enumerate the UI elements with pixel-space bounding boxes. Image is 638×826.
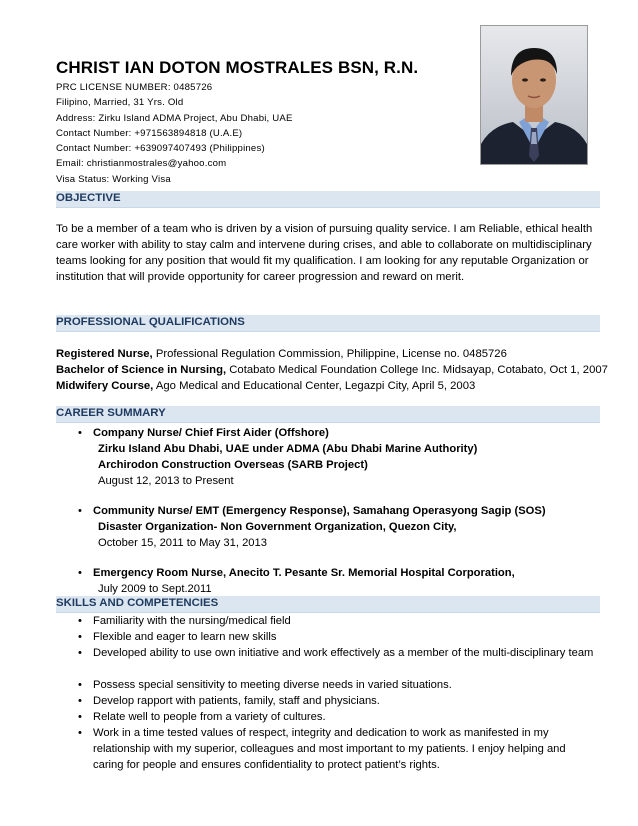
license-number: PRC LICENSE NUMBER: 0485726 — [56, 82, 213, 93]
skills-header — [56, 596, 600, 613]
email: Email: christianmostrales@yahoo.com — [56, 158, 227, 170]
personal-info: Filipino, Married, 31 Yrs. Old — [56, 97, 184, 109]
contact-block — [56, 80, 293, 187]
qualifications-title: PROFESSIONAL QUALIFICATIONS — [56, 316, 245, 328]
bullet-icon: • — [78, 631, 82, 643]
bullet-icon: • — [78, 695, 82, 707]
bullet-icon: • — [78, 727, 82, 739]
career-summary-title: CAREER SUMMARY — [56, 407, 166, 419]
job-title: Community Nurse/ EMT (Emergency Response), Samahang Operasyong Sagip (SOS) — [93, 505, 546, 517]
job-employer: Disaster Organization- Non Government Organization, Quezon City, — [98, 521, 457, 533]
job-dates: July 2009 to Sept.2011 — [98, 583, 212, 595]
bullet-icon: • — [78, 679, 82, 691]
objective-text: To be a member of a team who is driven by a vision of pursuing quality service. I am Reliable, ethical health care worker with ability to stay calm and intervene during crises, and able to collaborate on multidisciplinary teams looking for any position that would fit my qualification. I am looking for any reputable Organization or institution that will provide opportunity for career progression and reward on merit. — [56, 223, 593, 284]
bullet-icon: • — [78, 505, 82, 517]
resume-page: CHRIST IAN DOTON MOSTRALES BSN, R.N. PRC LICENSE NUMBER: 0485726 Filipino, Married, 31 Yrs. Old Address: Zirku Island ADMA Project, Abu Dhabi, UAE Contact Number: +971563894818 (U.A.E) Contact Number: +639097407493 (Philippines) Email: christianmostrales@yahoo.com Visa Status: Working Visa OBJECTIVE To be a member of a team who is driven by a vision of pursuing quality service. I am Reliable, ethical health care worker with ability to stay calm and intervene during crises, and able to collaborate on multidisciplinary teams looking for any position that would fit my qualification. I am looking for any reputable Organization or institution that will provide opportunity for career progression and reward on merit. PROFESSIONAL QUALIFICATIONS Registered Nurse, Professional Regulation Commission, Philippine, License no. 0485726 Bachelor of Science in Nursing, Cotabato Medical Foundation College Inc. Midsayap, Cotabato, Oct 1, 2007 Midwifery Course, Ago Medical and Educational Center, Legazpi City, April 5, 2003 CAREER SUMMARY • Company Nurse/ Chief First Aider (Offshore) Zirku Island Abu Dhabi, UAE under ADMA (Abu Dhabi Marine Authority) Archirodon Construction Overseas (SARB Project) August 12, 2013 to Present • Community Nurse/ EMT (Emergency Response), Samahang Operasyong Sagip (SOS) Disaster Organization- Non Government Organization, Quezon City, October 15, 2011 to May 31, 2013 • Emergency Room Nurse, Anecito T. Pesante Sr. Memorial Hospital Corporation, July 2009 to Sept.2011 SKILLS AND COMPETENCIES • Familiarity with the nursing/medical field • Flexible and eager to learn new skills • Developed ability to use own initiative and work effectively as a member of the multi-disciplinary team • Possess special sensitivity to meeting diverse needs in varied situations. • Develop rapport with patients, family, staff and physicians. • Relate well to people from a variety of cultures. • Work in a time tested values of respect, integrity and dedication to work as manifested in my relationship with my superior, colleagues and most important to my patients. I enjoy helping and caring for people and ensures confidentiality to protect patient’s rights. — [0, 0, 638, 826]
qualification-item: Midwifery Course, Ago Medical and Educational Center, Legazpi City, April 5, 2003 — [56, 380, 476, 392]
job-employer: Zirku Island Abu Dhabi, UAE under ADMA (Abu Dhabi Marine Authority) — [98, 443, 478, 455]
job-title: Company Nurse/ Chief First Aider (Offshore) — [93, 427, 329, 439]
objective-title: OBJECTIVE — [56, 192, 121, 204]
bullet-icon: • — [78, 615, 82, 627]
profile-photo — [480, 25, 588, 165]
qualifications-header — [56, 315, 600, 332]
applicant-name: CHRIST IAN DOTON MOSTRALES BSN, R.N. — [56, 58, 419, 77]
bullet-icon: • — [78, 711, 82, 723]
job-dates: October 15, 2011 to May 31, 2013 — [98, 537, 267, 549]
address: Address: Zirku Island ADMA Project, Abu Dhabi, UAE — [56, 112, 293, 124]
objective-header — [56, 191, 600, 208]
bullet-icon: • — [78, 567, 82, 579]
contact-number-ph: Contact Number: +639097407493 (Philippines) — [56, 143, 265, 155]
qualification-item: Registered Nurse, Professional Regulation Commission, Philippine, License no. 0485726 — [56, 348, 507, 360]
bullet-icon: • — [78, 427, 82, 439]
bullet-icon: • — [78, 647, 82, 659]
contact-number-uae: Contact Number: +971563894818 (U.A.E) — [56, 127, 243, 139]
job-dates: August 12, 2013 to Present — [98, 475, 234, 487]
qualification-item: Bachelor of Science in Nursing, Cotabato Medical Foundation College Inc. Midsayap, Cotabato, Oct 1, 2007 — [56, 364, 608, 376]
job-title: Emergency Room Nurse, Anecito T. Pesante Sr. Memorial Hospital Corporation, — [93, 567, 515, 579]
career-summary-header — [56, 406, 600, 423]
job-employer: Archirodon Construction Overseas (SARB Project) — [98, 459, 368, 471]
skills-title: SKILLS AND COMPETENCIES — [56, 597, 219, 609]
visa-status: Visa Status: Working Visa — [56, 173, 171, 185]
